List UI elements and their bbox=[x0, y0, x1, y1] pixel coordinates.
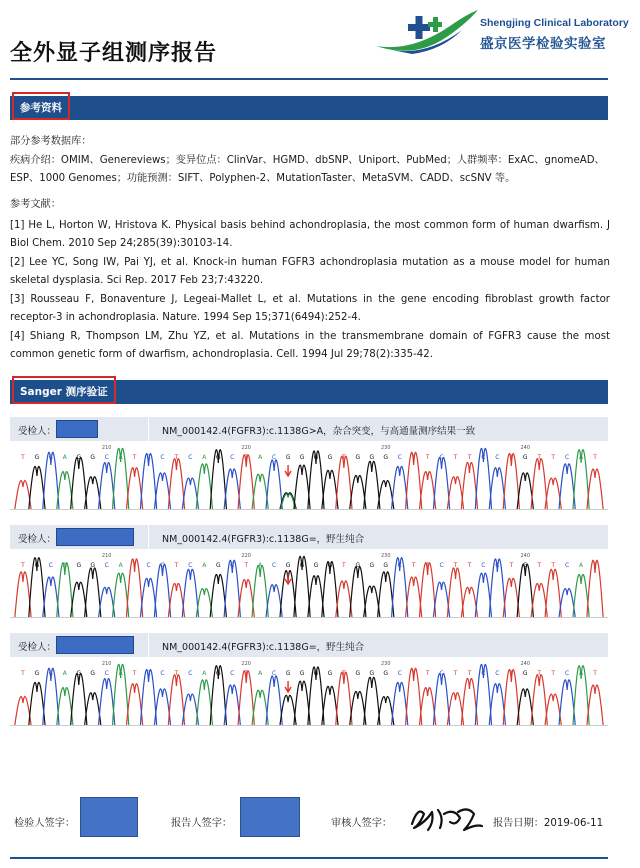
trace-peak bbox=[196, 680, 212, 725]
trace-peak bbox=[364, 461, 380, 509]
references-heading: 参考资料 bbox=[12, 92, 70, 120]
position-tick: 230 bbox=[380, 553, 391, 559]
position-tick: 220 bbox=[241, 661, 251, 667]
base-call: C bbox=[397, 670, 402, 677]
trace-peak bbox=[29, 558, 45, 617]
trace-peak bbox=[475, 664, 491, 725]
reference-item: [3] Rousseau F, Bonaventure J, Legeai-Mallet L, et al. Mutations in the gene encoding fibroblast growth factor receptor-3 in achondroplasia. Nature. 1994 Sep 15;371(6494):252-4. bbox=[10, 293, 610, 323]
base-call: T bbox=[174, 562, 179, 569]
trace-peak bbox=[531, 459, 547, 509]
base-call: C bbox=[565, 670, 570, 677]
base-call: T bbox=[21, 670, 25, 677]
base-call: T bbox=[593, 670, 597, 677]
reference-item: [2] Lee YC, Song IW, Pai YJ, et al. Knock-in human FGFR3 achondroplasia mutation as a mouse model for human skeletal dysplasia. Sci Rep. 2017 Feb 23;7:43220. bbox=[10, 256, 610, 286]
base-call: A bbox=[258, 454, 263, 461]
position-tick: 240 bbox=[520, 445, 531, 451]
trace-peak bbox=[545, 569, 561, 617]
mutation-arrow-icon bbox=[285, 465, 291, 476]
base-call: C bbox=[160, 670, 165, 677]
base-call: C bbox=[565, 454, 570, 461]
sample-row-2 bbox=[10, 525, 608, 549]
base-call: A bbox=[202, 454, 207, 461]
base-call: T bbox=[132, 670, 137, 677]
trace-peak bbox=[517, 564, 533, 617]
base-call: C bbox=[481, 454, 486, 461]
trace-peak bbox=[308, 451, 324, 509]
base-call: C bbox=[146, 562, 151, 569]
row-divider bbox=[148, 525, 149, 549]
trace-peak bbox=[113, 664, 129, 725]
trace-peak bbox=[29, 682, 45, 725]
base-call: G bbox=[327, 670, 333, 677]
reference-item: [4] Shiang R, Thompson LM, Zhu YZ, et al. Mutations in the transmembrane domain of FGFR3 cause the most common genetic form of dwarfism, achondroplasia. Cell. 1994 Jul 29;78(2):335-42. bbox=[10, 330, 610, 360]
position-tick: 230 bbox=[380, 661, 391, 667]
base-call: G bbox=[90, 670, 96, 677]
literature-block bbox=[10, 196, 610, 365]
trace-peak bbox=[43, 452, 59, 509]
trace-peak bbox=[378, 572, 394, 617]
base-call: G bbox=[369, 454, 375, 461]
base-call: C bbox=[495, 670, 500, 677]
base-call: G bbox=[285, 562, 291, 569]
base-call: G bbox=[215, 454, 221, 461]
base-call: G bbox=[313, 670, 319, 677]
mutation-arrow-icon bbox=[285, 681, 291, 692]
trace-peak bbox=[475, 573, 491, 617]
trace-peak bbox=[266, 460, 282, 509]
sample-result: NM_000142.4(FGFR3):c.1138G>A，杂合突变，与高通量测序结果一致 bbox=[162, 426, 476, 437]
base-call: C bbox=[272, 454, 277, 461]
position-tick: 240 bbox=[520, 553, 531, 559]
base-call: A bbox=[579, 562, 584, 569]
logo-chinese: 盛京医学检验实验室 bbox=[480, 36, 606, 52]
trace-peak bbox=[140, 454, 156, 509]
base-call: A bbox=[579, 454, 584, 461]
trace-peak bbox=[392, 682, 408, 725]
trace-peak bbox=[433, 673, 449, 725]
redacted-name-box bbox=[56, 528, 134, 546]
base-call: C bbox=[230, 454, 235, 461]
base-call: A bbox=[258, 670, 263, 677]
base-call: T bbox=[453, 562, 458, 569]
base-call: G bbox=[215, 562, 221, 569]
base-call: G bbox=[383, 670, 389, 677]
base-call: G bbox=[327, 454, 333, 461]
base-call: T bbox=[509, 562, 514, 569]
trace-peak bbox=[154, 564, 170, 617]
base-call: C bbox=[188, 454, 193, 461]
base-call: G bbox=[355, 670, 361, 677]
base-call: A bbox=[202, 670, 207, 677]
base-call: A bbox=[118, 670, 123, 677]
base-call: C bbox=[397, 562, 402, 569]
trace-peak bbox=[99, 463, 115, 509]
trace-peak bbox=[573, 666, 589, 725]
report-title: 全外显子组测序报告 bbox=[10, 41, 218, 66]
reporter-label: 报告人签字： bbox=[171, 818, 233, 829]
trace-peak bbox=[196, 464, 212, 509]
database-intro: 部分参考数据库： bbox=[10, 136, 92, 147]
trace-peak bbox=[531, 675, 547, 725]
base-call: G bbox=[34, 670, 40, 677]
trace-peak bbox=[294, 465, 310, 509]
tester-signature-redacted bbox=[80, 797, 138, 837]
base-call: G bbox=[285, 670, 291, 677]
base-call: T bbox=[425, 454, 430, 461]
reviewer-signature-icon bbox=[404, 800, 486, 834]
trace-peak bbox=[29, 466, 45, 509]
base-call: G bbox=[76, 670, 82, 677]
trace-peak bbox=[43, 668, 59, 725]
base-call: T bbox=[537, 454, 542, 461]
base-call: T bbox=[453, 454, 458, 461]
base-call: T bbox=[509, 670, 514, 677]
base-call: C bbox=[160, 562, 165, 569]
database-line-2: ESP、1000 Genomes；功能预测：SIFT、Polyphen-2、MutationTaster、MetaSVM、CADD、scSNV 等。 bbox=[10, 173, 516, 184]
position-tick: 210 bbox=[101, 661, 112, 667]
reviewer-label: 审核人签字： bbox=[331, 818, 393, 829]
base-call: G bbox=[34, 562, 40, 569]
base-call: T bbox=[342, 670, 346, 677]
trace-peak bbox=[113, 573, 129, 617]
chromatogram-2 bbox=[10, 551, 608, 624]
trace-peak bbox=[168, 459, 184, 509]
redacted-name-box bbox=[56, 420, 98, 438]
trace-peak bbox=[392, 558, 408, 617]
base-call: G bbox=[383, 454, 389, 461]
trace-peak bbox=[224, 560, 240, 617]
base-call: T bbox=[244, 670, 249, 677]
base-call: G bbox=[522, 670, 528, 677]
base-call: C bbox=[481, 670, 486, 677]
base-call: A bbox=[62, 562, 67, 569]
trace-peak bbox=[99, 679, 115, 725]
base-call: C bbox=[146, 670, 151, 677]
database-line-1: 疾病介绍：OMIM、Genereviews；变异位点：ClinVar、HGMD、dbSNP、Uniport、PubMed；人群频率：ExAC、gnomeAD、 bbox=[10, 154, 605, 166]
trace-peak bbox=[573, 450, 589, 509]
trace-peak bbox=[266, 676, 282, 725]
base-call: C bbox=[230, 562, 235, 569]
trace-peak bbox=[308, 667, 324, 725]
reference-item: [1] He L, Horton W, Hristova K. Physical basis behind achondroplasia, the most common form of human dwarfism. J Biol Chem. 2010 Sep 24;285(39):30103-14. bbox=[10, 219, 610, 249]
trace-peak bbox=[336, 456, 352, 509]
base-call: T bbox=[411, 562, 416, 569]
trace-peak bbox=[85, 568, 101, 617]
base-call: T bbox=[425, 670, 430, 677]
trace-peak bbox=[433, 457, 449, 509]
trace-peak bbox=[210, 574, 226, 617]
reporter-signature-redacted bbox=[240, 797, 300, 837]
base-call: C bbox=[272, 670, 277, 677]
base-call: G bbox=[369, 562, 375, 569]
base-call: A bbox=[258, 562, 263, 569]
trace-peak bbox=[71, 673, 87, 725]
trace-peak bbox=[294, 556, 310, 617]
report-date: 报告日期：2019-06-11 bbox=[493, 818, 604, 829]
base-call: T bbox=[342, 562, 346, 569]
trace-peak bbox=[127, 559, 143, 617]
base-call: T bbox=[21, 454, 25, 461]
base-call: G bbox=[90, 562, 96, 569]
trace-peak bbox=[559, 464, 575, 509]
base-call: C bbox=[146, 454, 151, 461]
row-divider bbox=[148, 417, 149, 441]
base-call: G bbox=[355, 454, 361, 461]
base-call: T bbox=[411, 670, 416, 677]
base-call: T bbox=[244, 562, 249, 569]
base-call: T bbox=[411, 454, 416, 461]
base-call: T bbox=[537, 562, 542, 569]
trace-peak bbox=[113, 448, 129, 509]
tester-label: 检验人签字： bbox=[14, 818, 76, 829]
trace-peak bbox=[182, 569, 198, 617]
sample-row-1 bbox=[10, 417, 608, 441]
base-call: T bbox=[593, 454, 597, 461]
base-call: C bbox=[188, 562, 193, 569]
base-call: G bbox=[327, 562, 333, 569]
trace-peak bbox=[503, 454, 519, 509]
base-call: G bbox=[355, 562, 361, 569]
references-section-bar bbox=[10, 96, 608, 120]
trace-peak bbox=[210, 666, 226, 725]
base-call: G bbox=[90, 454, 96, 461]
sanger-section-bar bbox=[10, 380, 608, 404]
trace-peak bbox=[364, 677, 380, 725]
base-call: C bbox=[188, 670, 193, 677]
base-call: G bbox=[299, 670, 305, 677]
trace-peak bbox=[489, 559, 505, 617]
sanger-heading: Sanger 测序验证 bbox=[12, 376, 116, 404]
trace-peak bbox=[573, 574, 589, 617]
base-call: A bbox=[202, 562, 207, 569]
base-call: T bbox=[425, 562, 430, 569]
trace-peak bbox=[168, 675, 184, 725]
base-call: G bbox=[383, 562, 389, 569]
trace-peak bbox=[322, 562, 338, 617]
trace-peak bbox=[57, 563, 73, 617]
trace-peak bbox=[210, 450, 226, 509]
position-tick: 220 bbox=[241, 445, 251, 451]
sample-result: NM_000142.4(FGFR3):c.1138G=，野生纯合 bbox=[162, 534, 365, 545]
base-call: C bbox=[565, 562, 570, 569]
sample-row-3 bbox=[10, 633, 608, 657]
base-call: G bbox=[522, 454, 528, 461]
base-call: T bbox=[21, 562, 25, 569]
base-call: T bbox=[467, 454, 472, 461]
trace-peak bbox=[420, 563, 436, 617]
base-call: T bbox=[467, 670, 472, 677]
trace-peak bbox=[350, 567, 366, 617]
footer-divider bbox=[10, 857, 608, 859]
trace-peak bbox=[503, 670, 519, 725]
base-call: G bbox=[76, 562, 82, 569]
base-call: C bbox=[272, 562, 277, 569]
base-call: G bbox=[369, 670, 375, 677]
base-call: A bbox=[62, 454, 67, 461]
base-call: G bbox=[34, 454, 40, 461]
mutation-arrow-icon bbox=[285, 573, 291, 584]
base-call: C bbox=[495, 562, 500, 569]
base-call: G bbox=[215, 670, 221, 677]
base-call: G bbox=[522, 562, 528, 569]
base-call: C bbox=[439, 562, 444, 569]
base-call: C bbox=[48, 562, 53, 569]
base-call: T bbox=[593, 562, 597, 569]
trace-peak bbox=[252, 565, 268, 617]
trace-peak bbox=[587, 560, 603, 617]
sample-result: NM_000142.4(FGFR3):c.1138G=，野生纯合 bbox=[162, 642, 365, 653]
row-divider bbox=[148, 633, 149, 657]
trace-peak bbox=[238, 671, 254, 725]
base-call: C bbox=[48, 670, 53, 677]
trace-peak bbox=[15, 572, 31, 617]
trace-peak bbox=[71, 457, 87, 509]
trace-peak bbox=[447, 568, 463, 617]
trace-peak bbox=[461, 463, 477, 509]
base-call: C bbox=[439, 454, 444, 461]
trace-peak bbox=[559, 680, 575, 725]
header-divider bbox=[10, 78, 608, 80]
base-call: C bbox=[104, 670, 109, 677]
base-call: T bbox=[467, 562, 472, 569]
base-call: C bbox=[48, 454, 53, 461]
trace-peak bbox=[461, 679, 477, 725]
base-call: A bbox=[118, 454, 123, 461]
base-call: T bbox=[174, 454, 179, 461]
base-call: G bbox=[285, 454, 291, 461]
base-call: C bbox=[104, 454, 109, 461]
base-call: T bbox=[453, 670, 458, 677]
base-call: T bbox=[342, 454, 346, 461]
base-call: C bbox=[230, 670, 235, 677]
base-call: A bbox=[62, 670, 67, 677]
base-call: G bbox=[313, 454, 319, 461]
base-call: C bbox=[397, 454, 402, 461]
position-tick: 220 bbox=[241, 553, 251, 559]
position-tick: 210 bbox=[101, 553, 112, 559]
base-call: T bbox=[551, 454, 556, 461]
position-tick: 230 bbox=[380, 445, 391, 451]
chromatogram-1 bbox=[10, 443, 608, 516]
base-call: A bbox=[579, 670, 584, 677]
base-call: T bbox=[132, 562, 137, 569]
trace-peak bbox=[406, 452, 422, 509]
base-call: G bbox=[299, 562, 305, 569]
chromatogram-3 bbox=[10, 659, 608, 732]
base-call: T bbox=[132, 454, 137, 461]
trace-peak bbox=[140, 670, 156, 725]
base-call: T bbox=[551, 562, 556, 569]
database-block bbox=[10, 133, 610, 189]
trace-peak bbox=[336, 672, 352, 725]
shengjing-logo-icon bbox=[372, 6, 480, 56]
redacted-name-box bbox=[56, 636, 134, 654]
sample-label: 受检人： bbox=[18, 534, 57, 545]
base-call: T bbox=[174, 670, 179, 677]
trace-peak bbox=[475, 448, 491, 509]
base-call: C bbox=[439, 670, 444, 677]
base-call: C bbox=[160, 454, 165, 461]
sample-label: 受检人： bbox=[18, 642, 57, 653]
base-call: A bbox=[118, 562, 123, 569]
base-call: T bbox=[537, 670, 542, 677]
base-call: C bbox=[495, 454, 500, 461]
base-call: T bbox=[509, 454, 514, 461]
base-call: T bbox=[244, 454, 249, 461]
trace-peak bbox=[406, 668, 422, 725]
position-tick: 210 bbox=[101, 445, 112, 451]
trace-peak bbox=[294, 681, 310, 725]
trace-peak bbox=[392, 466, 408, 509]
base-call: C bbox=[481, 562, 486, 569]
base-call: G bbox=[313, 562, 319, 569]
base-call: G bbox=[76, 454, 82, 461]
base-call: C bbox=[104, 562, 109, 569]
trace-peak bbox=[238, 455, 254, 509]
logo-english: Shengjing Clinical Laboratory bbox=[480, 17, 629, 29]
literature-intro: 参考文献： bbox=[10, 199, 61, 210]
base-call: T bbox=[551, 670, 556, 677]
base-call: G bbox=[299, 454, 305, 461]
sample-label: 受检人： bbox=[18, 426, 57, 437]
position-tick: 240 bbox=[520, 661, 531, 667]
